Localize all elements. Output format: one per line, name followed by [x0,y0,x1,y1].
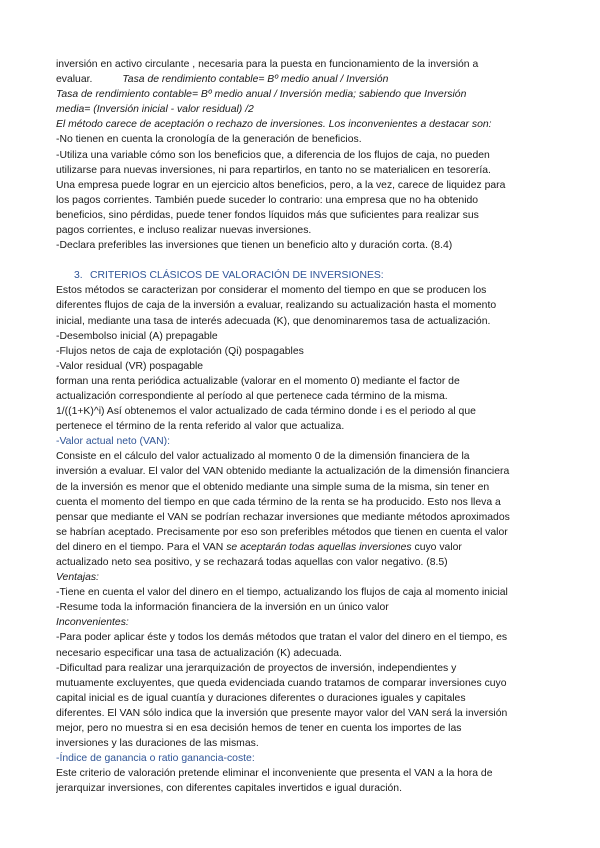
text-line: -Declara preferibles las inversiones que tienen un beneficio alto y duración corta. (8.4) [56,240,453,252]
list-item: -Resume toda la información financiera de la inversión en un único valor [56,602,389,614]
text-line: actualización correspondiente al período al que pertenece cada término de la misma. [56,390,448,402]
text-line [56,540,560,555]
section-title: CRITERIOS CLÁSICOS DE VALORACIÓN DE INVERSIONES: [90,270,384,282]
text-line: necesario especificar una tasa de actualización (K) adecuada. [56,647,342,659]
list-item: -Desembolso inicial (A) prepagable [56,330,218,342]
text-line: jerarquizar inversiones, con diferentes capitales invertidos e igual duración. [56,783,402,795]
text-line: se habrían aceptado. Precisamente por eso son preferibles métodos que tienen en cuenta el valor [56,526,508,538]
text-line [56,72,560,87]
note-line: El método carece de aceptación o rechazo de inversiones. Los inconvenientes a destacar son: [56,119,492,131]
formula-line: 1/((1+K)^i) Así obtenemos el valor actualizado de cada término donde i es el periodo al que [56,406,476,418]
text-line: -Dificultad para realizar una jerarquización de proyectos de inversión, independientes y [56,662,457,674]
text-line: inversiones y las duraciones de las mismas. [56,738,259,750]
text-line: beneficios, sino pérdidas, puede tener fondos líquidos más que suficientes para realizar sus [56,209,479,221]
text-line: -Para poder aplicar éste y todos los demás métodos que tratan el valor del dinero en el tiempo, es [56,632,508,644]
text-line: Consiste en el cálculo del valor actualizado al momento 0 de la dimensión financiera de la [56,451,470,463]
text-line: inicial, mediante una tasa de interés adecuada (K), que denominaremos tasa de actualización. [56,315,491,327]
list-item: -Flujos netos de caja de explotación (Qi) pospagables [56,345,304,357]
subheading-van: -Valor actual neto (VAN): [56,436,170,448]
text-line: mejor, pero no muestra si en esa decisión hemos de tener en cuenta los importes de las [56,723,462,735]
text-line: capital inicial es de igual cuantía y duraciones diferentes o duraciones iguales y capitales [56,692,466,704]
list-item: -Valor residual (VR) pospagable [56,360,204,372]
text-line: inversión a evaluar. El valor del VAN obtenido mediante la actualización de la dimensión financiera [56,466,510,478]
emphasis-text: se aceptarán todas aquellas inversiones [226,541,412,553]
formula-text: Tasa de rendimiento contable= Bº medio anual / Inversión [122,74,389,86]
formula-line: Tasa de rendimiento contable= Bº medio anual / Inversión media; sabiendo que Inversión [56,89,467,101]
text-line: Estos métodos se caracterizan por considerar el momento del tiempo en que se producen los [56,285,487,297]
text-line: Una empresa puede lograr en un ejercicio altos beneficios, pero, a la vez, carece de liquidez para [56,179,506,191]
subheading-indice-ganancia: -Índice de ganancia o ratio ganancia-coste: [56,753,255,765]
text-run: del dinero en el tiempo. Para el VAN [56,541,227,553]
text-line: diferentes flujos de caja de la inversión a evaluar, realizando su actualización hasta el momento [56,300,497,312]
text-line: inversión en activo circulante , necesaria para la puesta en funcionamiento de la inversión a [56,59,479,70]
section-heading [56,268,560,283]
text-line: actualizado neto sea positivo, y se rechazará todas aquellas con valor negativo. (8.5) [56,557,448,568]
text-line: de la inversión es menor que el obtenido mediante una simple suma de la misma, sin tener en [56,481,490,493]
text-line: utilizarse para nuevas inversiones, ni para repartirlos, en tanto no se materialicen en tesorería. [56,164,491,176]
text-line: pagos corrientes, e incluso realizar nuevas inversiones. [56,225,312,237]
text-line: mutuamente excluyentes, que queda evidenciada cuando tratamos de comparar inversiones cuyo [56,677,507,689]
text-run: cuyo valor [411,541,462,553]
section-number: 3. [74,270,83,282]
text-run: evaluar. [56,74,93,86]
subheading-ventajas: Ventajas: [56,572,99,584]
text-line: -No tienen en cuenta la cronología de la generación de beneficios. [56,134,362,146]
list-item: -Tiene en cuenta el valor del dinero en el tiempo, actualizando los flujos de caja al momento inicial [56,587,508,599]
text-line: -Utiliza una variable cómo son los beneficios que, a diferencia de los flujos de caja, no pueden [56,149,490,161]
paragraph-gap [56,253,560,268]
text-line: forman una renta periódica actualizable (valorar en el momento 0) mediante el factor de [56,375,460,387]
text-line: cuenta el momento del tiempo en que cada término de la renta se ha producido. Esto nos lleva a [56,496,501,508]
subheading-inconvenientes: Inconvenientes: [56,617,129,629]
text-line: pensar que mediante el VAN se podrían rechazar inversiones que mediante métodos aproximados [56,511,510,523]
text-line: pertenece el término de la renta referido al valor que actualiza. [56,421,345,433]
text-line: diferentes. El VAN sólo indica que la inversión que presente mayor valor del VAN será la inversión [56,707,508,719]
formula-line: media= (Inversión inicial - valor residual) /2 [56,104,254,116]
text-line: Este criterio de valoración pretende eliminar el inconveniente que presenta el VAN a la hora de [56,768,493,780]
text-line: los pagos corrientes. También puede suceder lo contrario: una empresa que no ha obtenido [56,194,479,206]
